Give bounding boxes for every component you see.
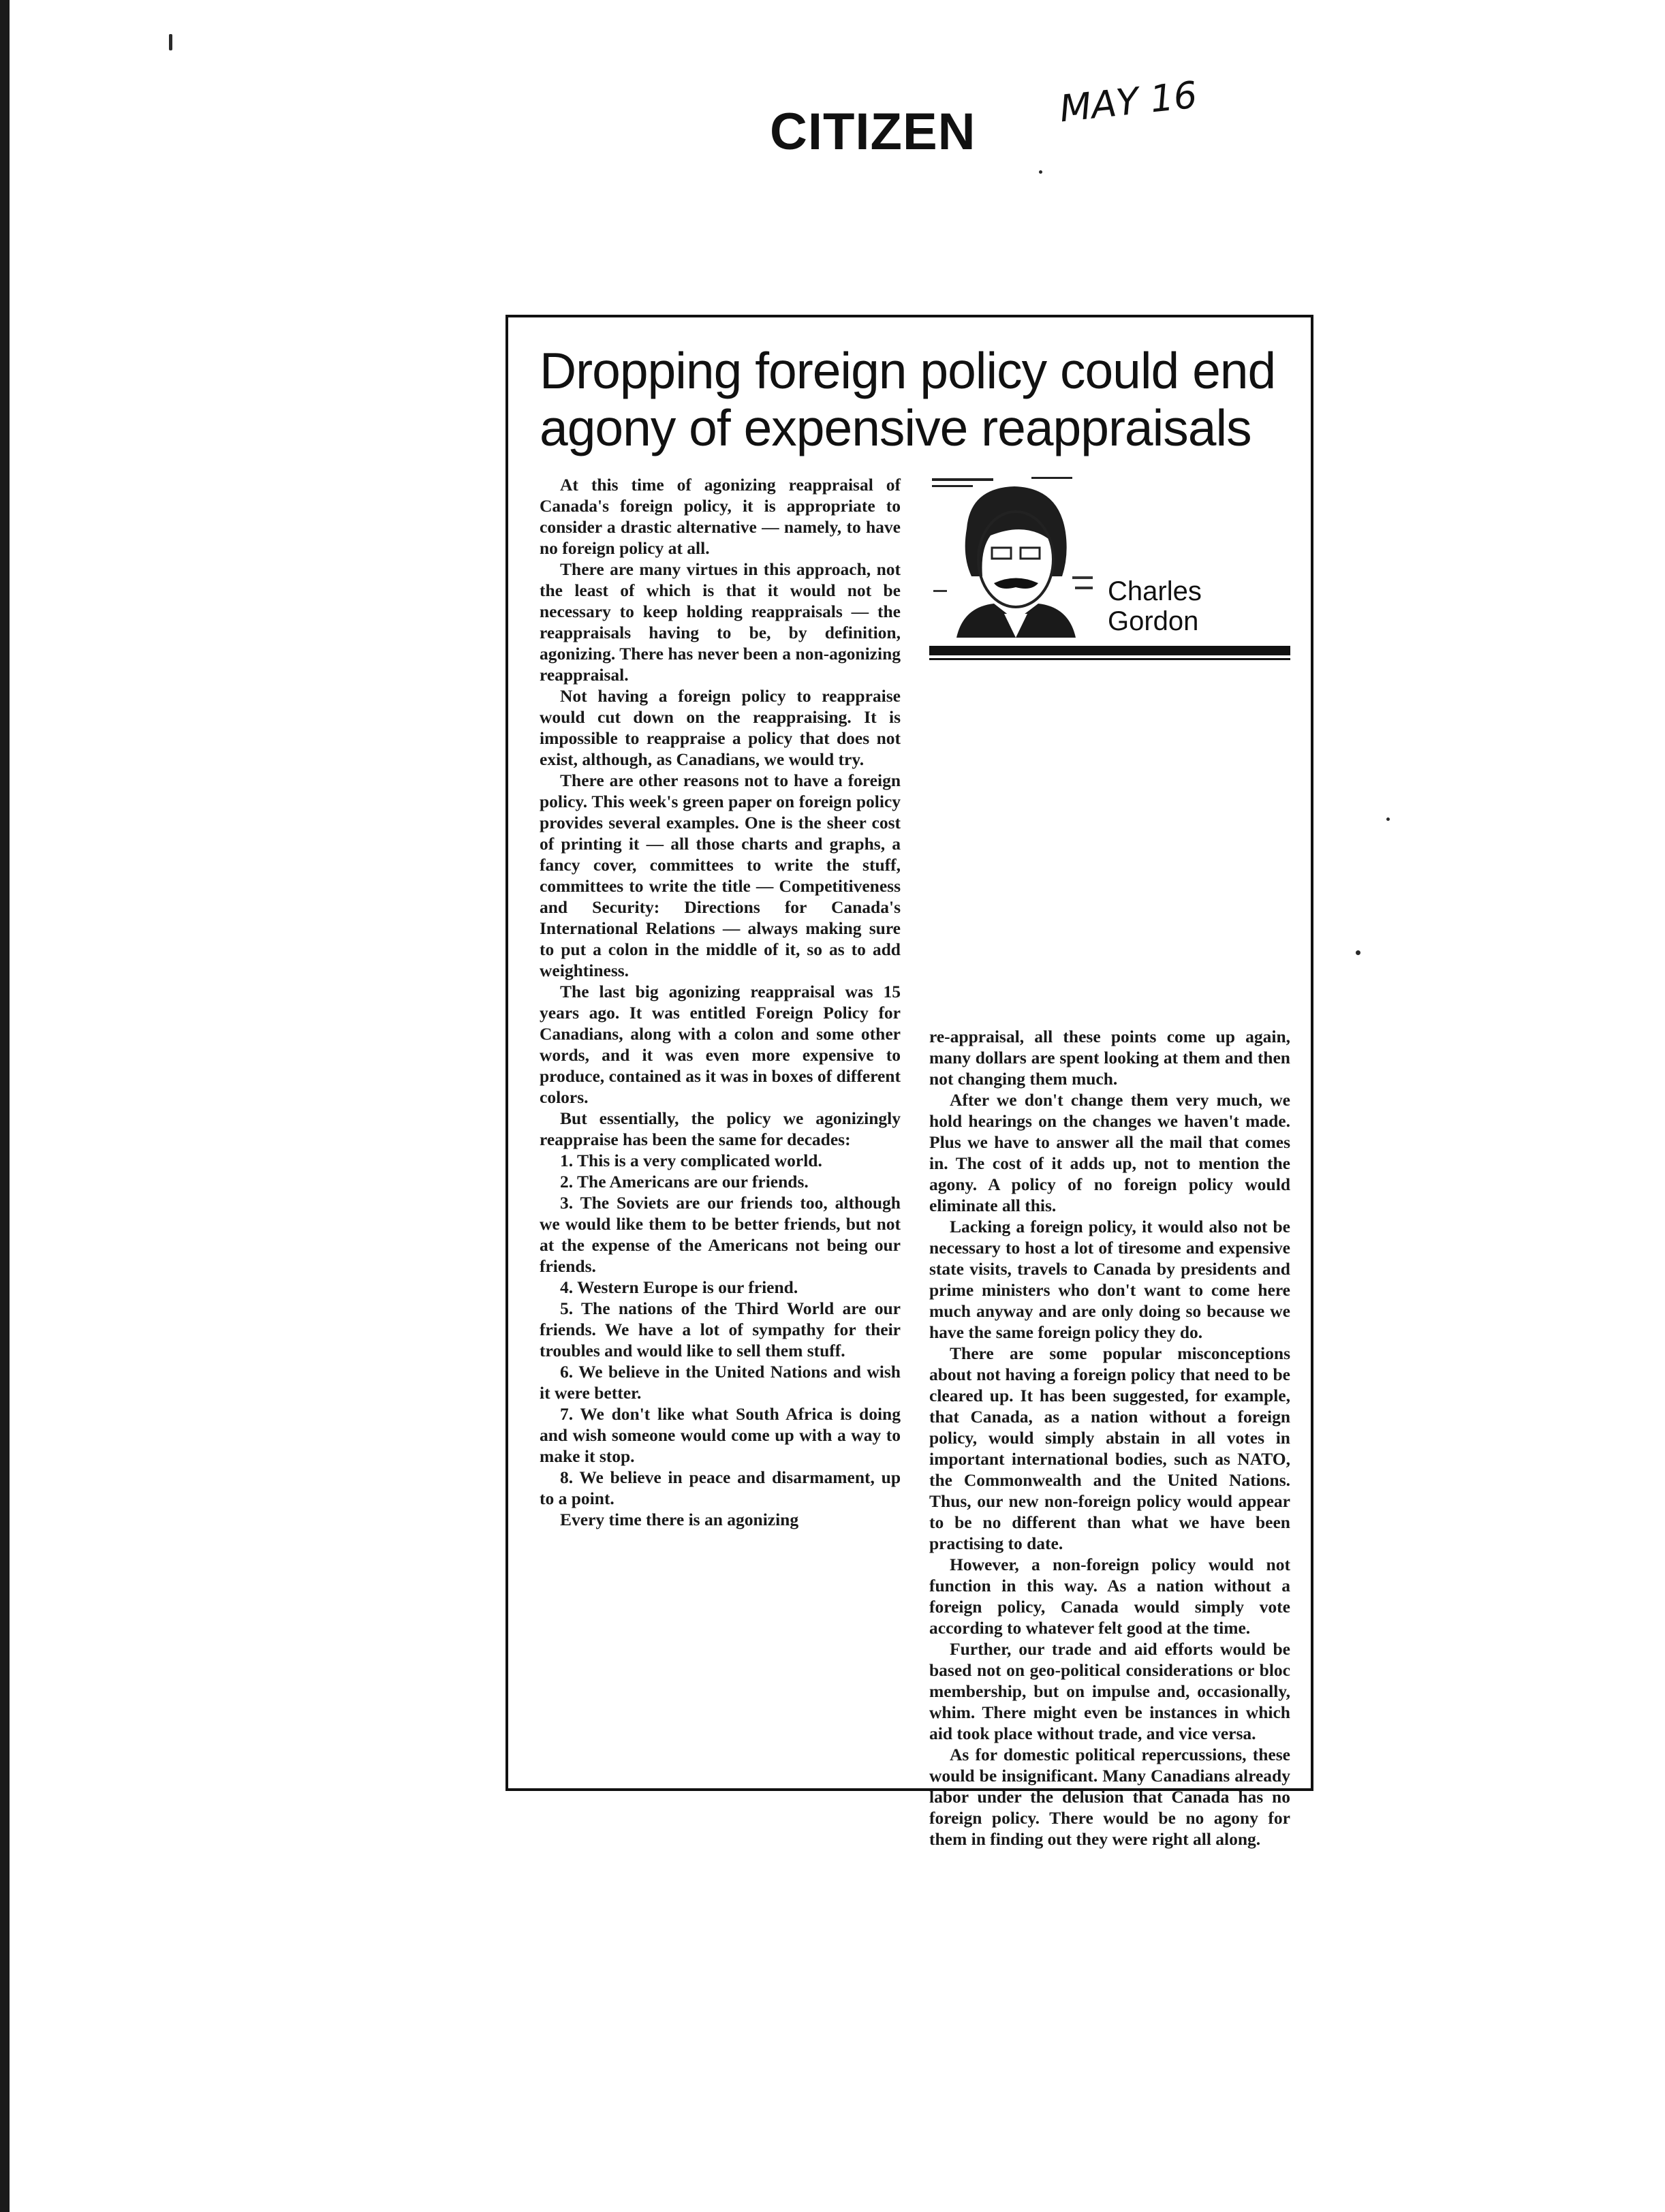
byline-rule	[929, 646, 1290, 655]
paragraph: re-appraisal, all these points come up again, many dollars are spent looking at them and then not changing them much.	[929, 1027, 1290, 1089]
paragraph: As for domestic political repercussions, these would be insignificant. Many Canadians already labor under the delusion that Canada has no foreign policy. There would be no agony for them in finding out they were right all along.	[929, 1745, 1290, 1849]
headline-line-1: Dropping foreign policy could end	[540, 342, 1276, 399]
scan-left-edge	[0, 0, 10, 2212]
list-item: 2. The Americans are our friends.	[560, 1172, 809, 1191]
author-last-name: Gordon	[1108, 606, 1199, 636]
paragraph: Not having a foreign policy to reappraise would cut down on the reappraising. It is impossible to reappraise a policy that does not exist, although, as Canadians, we would try.	[540, 686, 901, 769]
paragraph: There are some popular misconceptions about not having a foreign policy that need to be cleared up. It has been suggested, for example, that Canada, as a nation without a foreign policy, would simply abstain in all votes in important international bodies, such as NATO, the Commonwealth and the United Nations. Thus, our new non-foreign policy would appear to be no different than what we have been practising to date.	[929, 1343, 1290, 1553]
list-item: 8. We believe in peace and disarmament, up to a point.	[540, 1467, 901, 1508]
paragraph: The last big agonizing reappraisal was 15 years ago. It was entitled Foreign Policy for Canadians, along with a colon and some other words, and it was even more expensive to produce, contained as it was in boxes of different colors.	[540, 982, 901, 1107]
list-item: 6. We believe in the United Nations and wish it were better.	[540, 1362, 901, 1403]
list-item: 4. Western Europe is our friend.	[560, 1277, 798, 1297]
paragraph: At this time of agonizing reappraisal of Canada's foreign policy, it is appropriate to consider a drastic alternative — namely, to have no foreign policy at all.	[540, 475, 901, 558]
list-item: 7. We don't like what South Africa is doing and wish someone would come up with a way to make it stop.	[540, 1404, 901, 1466]
scan-speck	[1356, 950, 1360, 955]
headline-line-2: agony of expensive reappraisals	[540, 399, 1251, 456]
article-headline	[540, 342, 1289, 456]
list-item: 5. The nations of the Third World are our friends. We have a lot of sympathy for their troubles and would like to sell them stuff.	[540, 1298, 901, 1360]
newspaper-masthead: CITIZEN	[770, 103, 976, 161]
paragraph: After we don't change them very much, we hold hearings on the changes we haven't made. Plus we have to answer all the mail that comes in. The cost of it adds up, not to mention the agony. A policy of no foreign policy would eliminate all this.	[929, 1090, 1290, 1215]
byline	[929, 474, 1290, 992]
scan-speck	[1039, 170, 1042, 174]
paragraph: Further, our trade and aid efforts would be based not on geo-political considerations or bloc membership, but on impulse and, occasionally, whim. There might even be instances in which aid took place without trade, and vice versa.	[929, 1639, 1290, 1743]
author-first-name: Charles	[1108, 576, 1202, 606]
paragraph: There are many virtues in this approach, not the least of which is that it would not be necessary to keep holding reappraisals — the reappraisals having to be, by definition, agonizing. There has never been a non-agonizing reappraisal.	[540, 559, 901, 685]
author-portrait	[929, 474, 1100, 638]
paragraph: There are other reasons not to have a foreign policy. This week's green paper on foreign policy provides several examples. One is the sheer cost of printing it — all those charts and graphs, a fancy cover, committees to write the stuff, committees to write the title — Competitiveness and Security: Directions for Canada's International Relations — always making sure to put a colon in the middle of it, so as to add weightiness.	[540, 770, 901, 980]
byline-rule-thin	[929, 658, 1290, 660]
paragraph: But essentially, the policy we agonizingly reappraise has been the same for decades:	[540, 1108, 901, 1149]
list-item: 3. The Soviets are our friends too, although we would like them to be better friends, but not at the expense of the Americans not being our friends.	[540, 1193, 901, 1276]
newspaper-clipping	[505, 315, 1313, 1849]
list-item: 1. This is a very complicated world.	[560, 1151, 822, 1170]
handwritten-date: MAY 16	[1057, 73, 1200, 131]
paragraph: However, a non-foreign policy would not function in this way. As a nation without a foreign policy, Canada would simply vote according to whatever felt good at the time.	[929, 1555, 1290, 1638]
article-column-left	[540, 474, 901, 1530]
article-column-right	[929, 1026, 1290, 1850]
scan-speck	[1386, 817, 1390, 821]
paragraph: Lacking a foreign policy, it would also not be necessary to host a lot of tiresome and expensive state visits, travels to Canada by presidents and prime ministers who don't want to come here much anyway and are only doing so because we have the same foreign policy they do.	[929, 1217, 1290, 1342]
scan-speck	[169, 34, 172, 50]
paragraph: Every time there is an agonizing	[560, 1510, 799, 1529]
author-name	[1108, 576, 1202, 636]
